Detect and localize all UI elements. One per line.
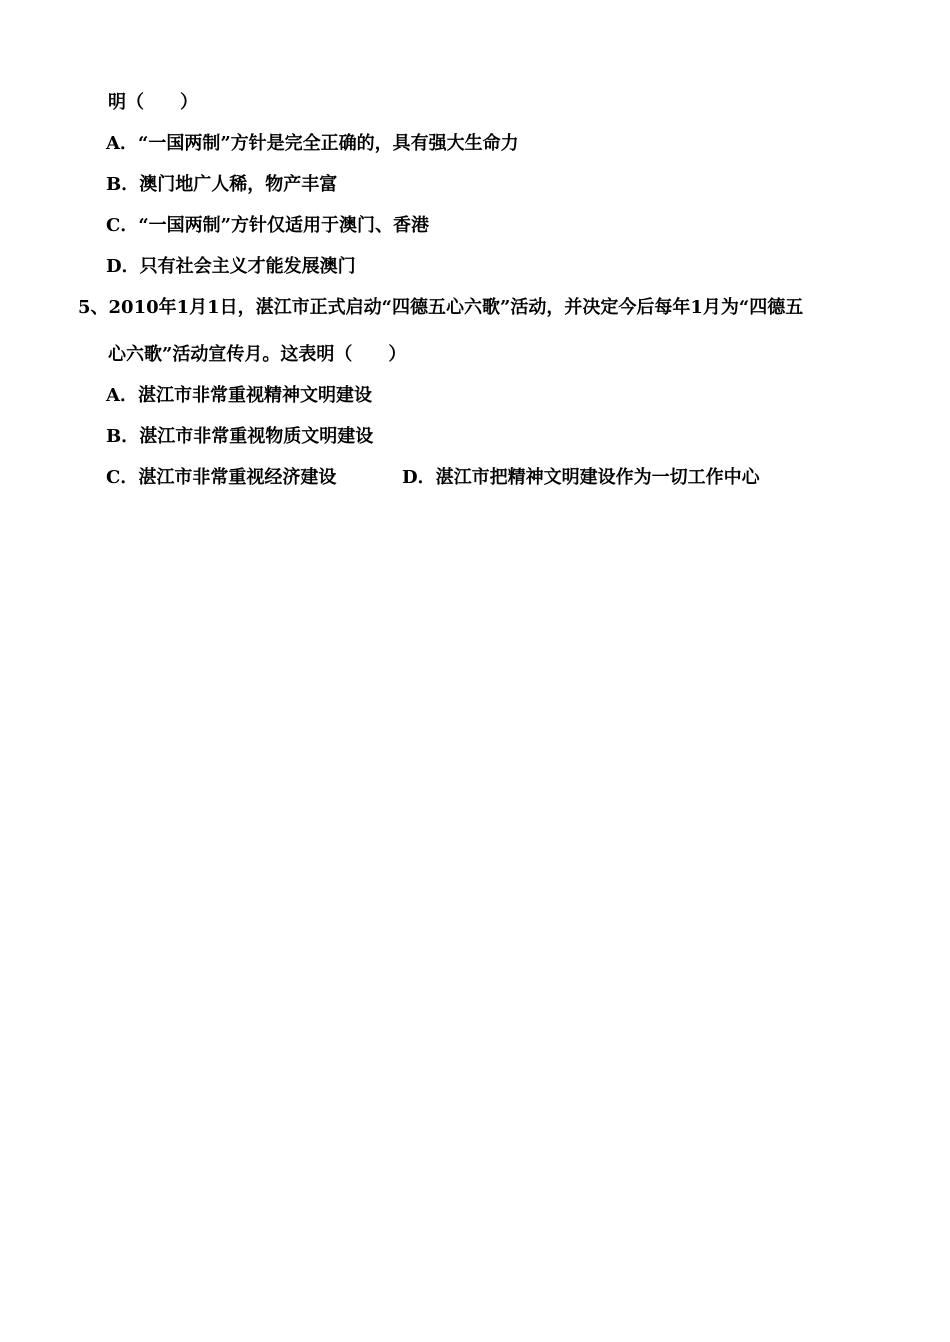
question-4-stem-tail: 明（ ）: [108, 92, 198, 113]
question-4-option-b: B．澳门地广人稀，物产丰富: [106, 174, 338, 195]
question-5-option-d: D．湛江市把精神文明建设作为一切工作中心: [402, 467, 760, 488]
question-5-option-b: B．湛江市非常重视物质文明建设: [106, 426, 374, 447]
question-5-option-c: C．湛江市非常重视经济建设: [106, 467, 337, 488]
question-5-stem-line-1: 5、2010年1月1日，湛江市正式启动“四德五心六歌”活动，并决定今后每年1月为“四德五: [78, 297, 804, 318]
question-5-option-a: A．湛江市非常重视精神文明建设: [106, 385, 372, 406]
question-4-option-d: D．只有社会主义才能发展澳门: [106, 256, 356, 277]
question-4-option-a: A．“一国两制”方针是完全正确的，具有强大生命力: [106, 133, 519, 154]
question-5-stem-line-2: 心六歌”活动宣传月。这表明（ ）: [108, 344, 407, 365]
question-4-option-c: C．“一国两制”方针仅适用于澳门、香港: [106, 215, 430, 236]
